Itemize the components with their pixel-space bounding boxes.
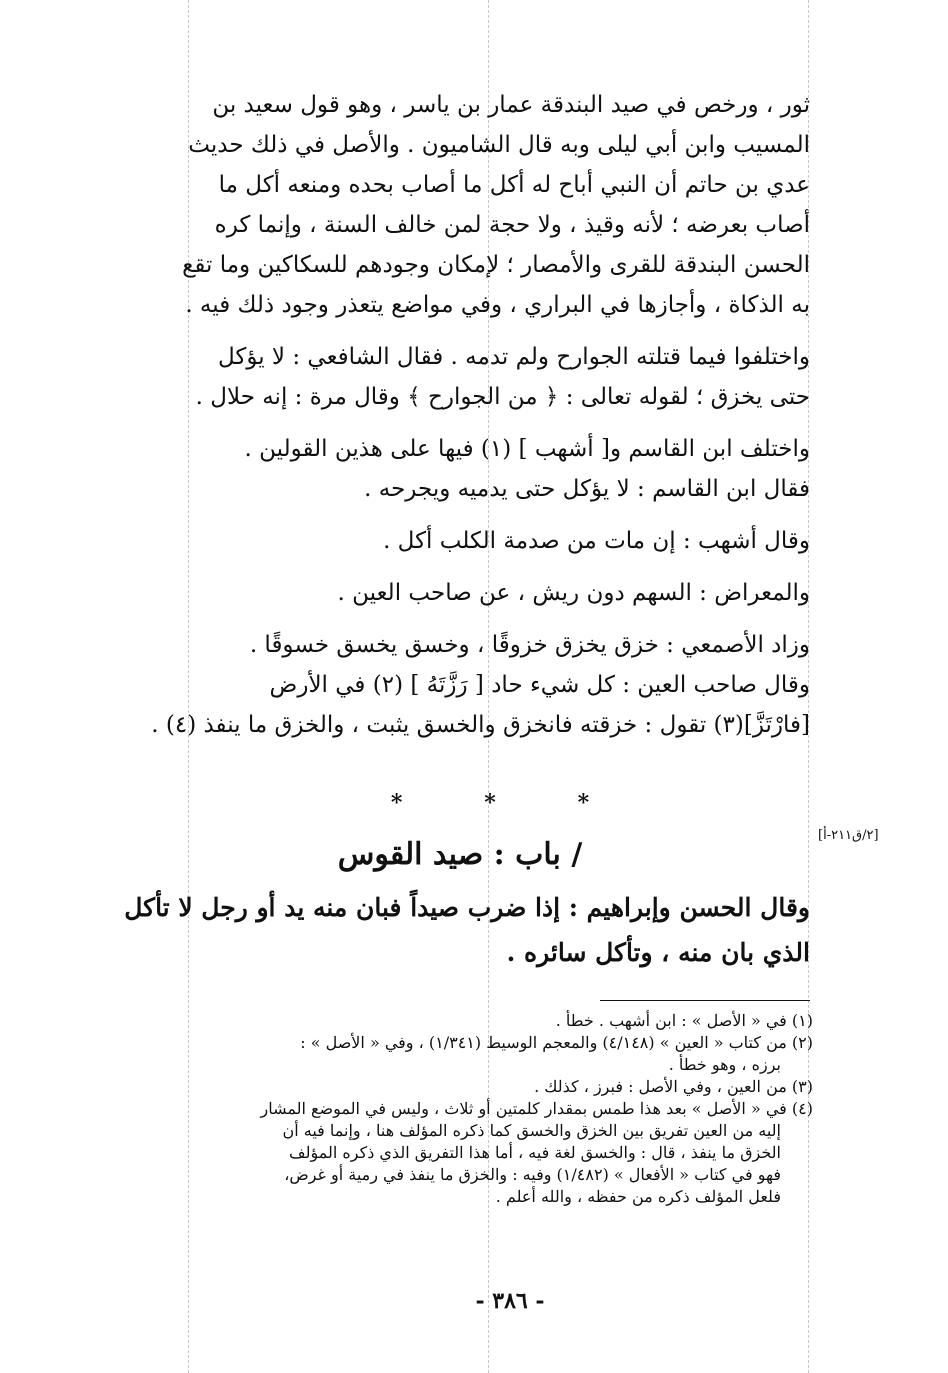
footnote-line: (١) في « الأصل » : ابن أشهب . خطأ . — [555, 1011, 813, 1030]
quoted-statement — [110, 885, 810, 975]
footnote-line: فهو في كتاب « الأفعال » (١/٤٨٢) وفيه : والخزق ما ينفذ في رمية أو غرض، — [284, 1165, 781, 1184]
asterisk: * — [577, 790, 590, 816]
footnote-line: إليه من العين تفريق بين الخزق والخسق كما ذكره المؤلف هنا ، وإنما فيه أن — [282, 1121, 781, 1140]
bold-line: وقال الحسن وإبراهيم : إذا ضرب صيداً فبان منه يد أو رجل لا تأكل — [124, 893, 810, 922]
asterisk: * — [390, 790, 403, 816]
footnote-divider — [600, 1000, 810, 1001]
page-number: - ٣٨٦ - — [475, 1288, 545, 1314]
chapter-title: / باب : صيد القوس — [337, 837, 583, 872]
text-line: عدي بن حاتم أن النبي أباح له أكل ما أصاب بحده ومنعه أكل ما — [218, 172, 810, 198]
text-line: وزاد الأصمعي : خزق يخزق خزوقًا ، وخسق يخسق خسوقًا . — [249, 632, 810, 658]
footnote-line: (٣) من العين ، وفي الأصل : فبرز ، كذلك . — [534, 1077, 813, 1096]
text-line: وقال أشهب : إن مات من صدمة الكلب أكل . — [383, 528, 810, 554]
asterisk: * — [484, 790, 496, 816]
text-line: والمعراض : السهم دون ريش ، عن صاحب العين . — [337, 580, 810, 606]
text-line: به الذكاة ، وأجازها في البراري ، وفي مواضع يتعذر وجود ذلك فيه . — [185, 292, 810, 318]
main-text — [110, 85, 810, 745]
text-line: وقال صاحب العين : كل شيء حاد [ رَزَّتَهُ ] (٢) في الأرض — [269, 672, 810, 698]
text-line: المسيب وابن أبي ليلى وبه قال الشاميون . والأصل في ذلك حديث — [188, 132, 810, 158]
text-line: فقال ابن القاسم : لا يؤكل حتى يدميه ويجرحه . — [364, 476, 810, 502]
footnote-line: برزه ، وهو خطأ . — [668, 1055, 781, 1074]
text-line: واختلفوا فيما قتلته الجوارح ولم تدمه . فقال الشافعي : لا يؤكل — [217, 344, 810, 370]
text-line: ثور ، ورخص في صيد البندقة عمار بن ياسر ، وهو قول سعيد بن — [212, 92, 810, 118]
text-line: [فارْتَزَّ](٣) تقول : خزقته فانخزق والخسق يثبت ، والخزق ما ينفذ (٤) . — [151, 712, 810, 738]
section-separator — [350, 790, 630, 816]
text-line: حتى يخزق ؛ لقوله تعالى : ﴿ من الجوارح ﴾ وقال مرة : إنه حلال . — [195, 384, 810, 410]
footnote-line: (٢) من كتاب « العين » (٤/١٤٨) والمعجم الوسيط (١/٣٤١) ، وفي « الأصل » : — [300, 1033, 813, 1052]
text-line: أصاب بعرضه ؛ لأنه وقيذ ، ولا حجة لمن خالف السنة ، وإنما كره — [214, 212, 810, 238]
footnote-line: فلعل المؤلف ذكره من حفظه ، والله أعلم . — [495, 1187, 781, 1206]
footnotes — [128, 1010, 813, 1208]
text-line: واختلف ابن القاسم و[ أشهب ] (١) فيها على هذين القولين . — [244, 436, 810, 462]
text-line: الحسن البندقة للقرى والأمصار ؛ لإمكان وجودهم للسكاكين وما تقع — [182, 252, 810, 278]
bold-line: الذي بان منه ، وتأكل سائره . — [506, 938, 810, 967]
footnote-line: الخزق ما ينفذ ، قال : والخسق لغة فيه ، أما هذا التفريق الذي ذكره المؤلف — [289, 1143, 781, 1162]
manuscript-folio-marker: [٢/ق٢١١-أ] — [818, 828, 879, 843]
footnote-line: (٤) في « الأصل » بعد هذا طمس بمقدار كلمتين أو ثلاث ، وليس في الموضع المشار — [260, 1099, 813, 1118]
